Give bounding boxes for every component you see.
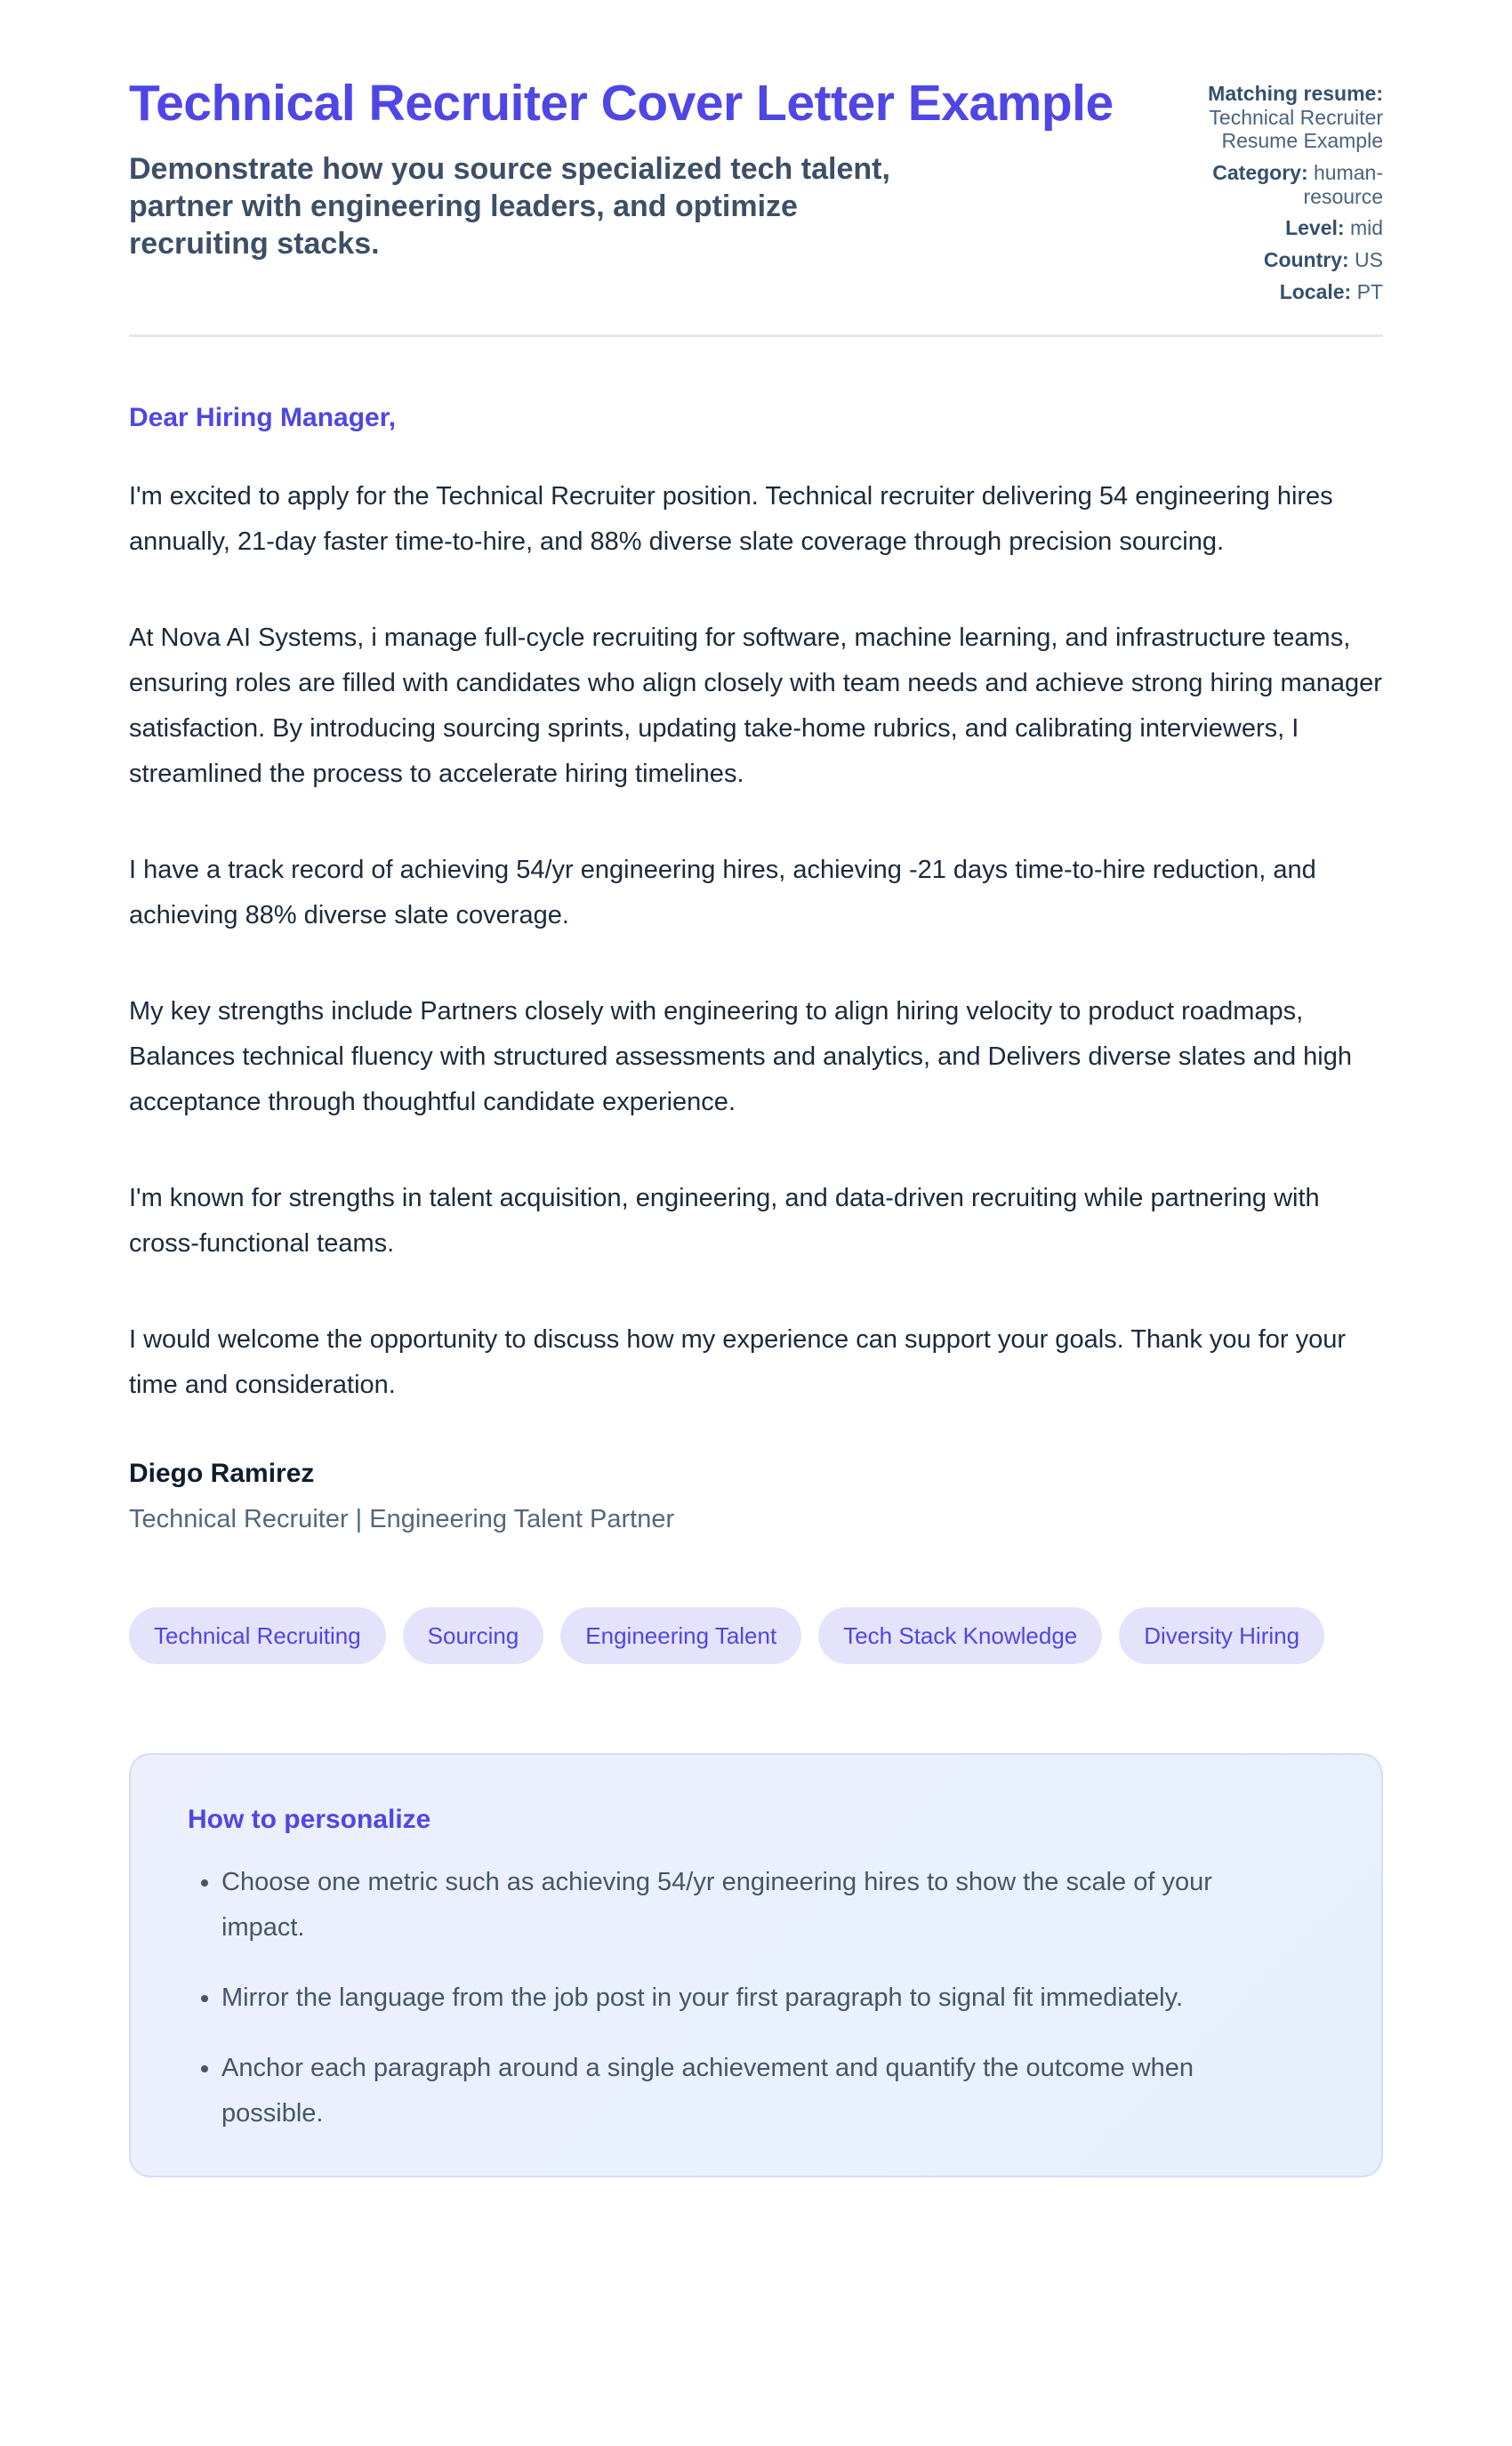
letter-paragraph-6: I would welcome the opportunity to discuss how my experience can support your goals. Thank you for your time and consideration. [129, 1325, 1347, 1400]
page-title: Technical Recruiter Cover Letter Example [129, 75, 1114, 132]
tag-sourcing: Sourcing [403, 1607, 544, 1664]
callout-heading: How to personalize [188, 1805, 431, 1835]
tag-engineering-talent: Engineering Talent [560, 1607, 801, 1664]
meta-row-locale [1154, 280, 1383, 304]
meta-label: Country: [1263, 248, 1349, 272]
page-header [129, 71, 1383, 311]
meta-value: PT [1356, 279, 1383, 303]
letter-paragraph-3: I have a track record of achieving 54/yr engineering hires, achieving -21 days time-to-hire reduction, and achieving 88% diverse slate coverage. [129, 856, 1316, 930]
signature-name: Diego Ramirez [129, 1459, 315, 1489]
tag-technical-recruiting: Technical Recruiting [129, 1607, 386, 1664]
meta-value: human-resource [1303, 161, 1383, 208]
meta-row-matching-resume [1154, 82, 1383, 153]
meta-row-category [1154, 161, 1383, 208]
meta-label: Category: [1212, 161, 1308, 185]
letter-paragraph-2: At Nova AI Systems, i manage full-cycle recruiting for software, machine learning, and infrastructure teams, ensuring roles are filled with candidates who align closely with team needs and achieve strong hiring manager satisfaction. By introducing sourcing sprints, updating take-home rubrics, and calibrating interviewers, I streamlined the process to accelerate hiring timelines. [129, 624, 1382, 789]
meta-label: Locale: [1279, 279, 1352, 303]
meta-value: US [1355, 248, 1383, 272]
meta-value: mid [1349, 216, 1383, 240]
tag-diversity-hiring: Diversity Hiring [1119, 1607, 1324, 1664]
personalize-tip-3: • Anchor each paragraph around a single achievement and quantify the outcome when possible. [221, 2046, 1255, 2136]
personalize-callout [129, 1753, 1383, 2177]
personalize-tip-2: • Mirror the language from the job post in your first paragraph to signal fit immediately. [221, 1975, 1255, 2021]
cover-letter-body [129, 403, 1383, 1534]
meta-row-country [1154, 248, 1383, 272]
signature-title: Technical Recruiter | Engineering Talent Partner [129, 1505, 675, 1534]
personalize-tip-1: • Choose one metric such as achieving 54/yr engineering hires to show the scale of your impact. [221, 1860, 1255, 1951]
tag-list [129, 1607, 1383, 1664]
letter-paragraph-1: I'm excited to apply for the Technical Recruiter position. Technical recruiter delivering 54 engineering hires annually, 21-day faster time-to-hire, and 88% diverse slate coverage through precision sourcing. [129, 482, 1333, 557]
header-title-block [129, 71, 1143, 262]
meta-label: Level: [1285, 216, 1345, 240]
letter-paragraph-4: My key strengths include Partners closely with engineering to align hiring velocity to product roadmaps, Balances technical fluency with structured assessments and analytics, and Delivers diverse slates and high acceptance through thoughtful candidate experience. [129, 997, 1352, 1117]
meta-panel [1154, 71, 1383, 311]
page-subtitle: Demonstrate how you source specialized tech talent, partner with engineering leaders, and optimize recruiting stacks. [129, 151, 890, 261]
letter-paragraph-5: I'm known for strengths in talent acquisition, engineering, and data-driven recruiting while partnering with cross-functional teams. [129, 1184, 1320, 1259]
signature-block [129, 1459, 1383, 1534]
salutation: Dear Hiring Manager, [129, 403, 397, 433]
tag-tech-stack-knowledge: Tech Stack Knowledge [818, 1607, 1102, 1664]
header-divider [129, 334, 1383, 337]
meta-label: Matching resume: [1208, 82, 1383, 105]
meta-row-level [1154, 216, 1383, 240]
meta-value: Technical Recruiter Resume Example [1209, 105, 1383, 153]
personalize-tip-list [188, 1860, 1255, 2136]
